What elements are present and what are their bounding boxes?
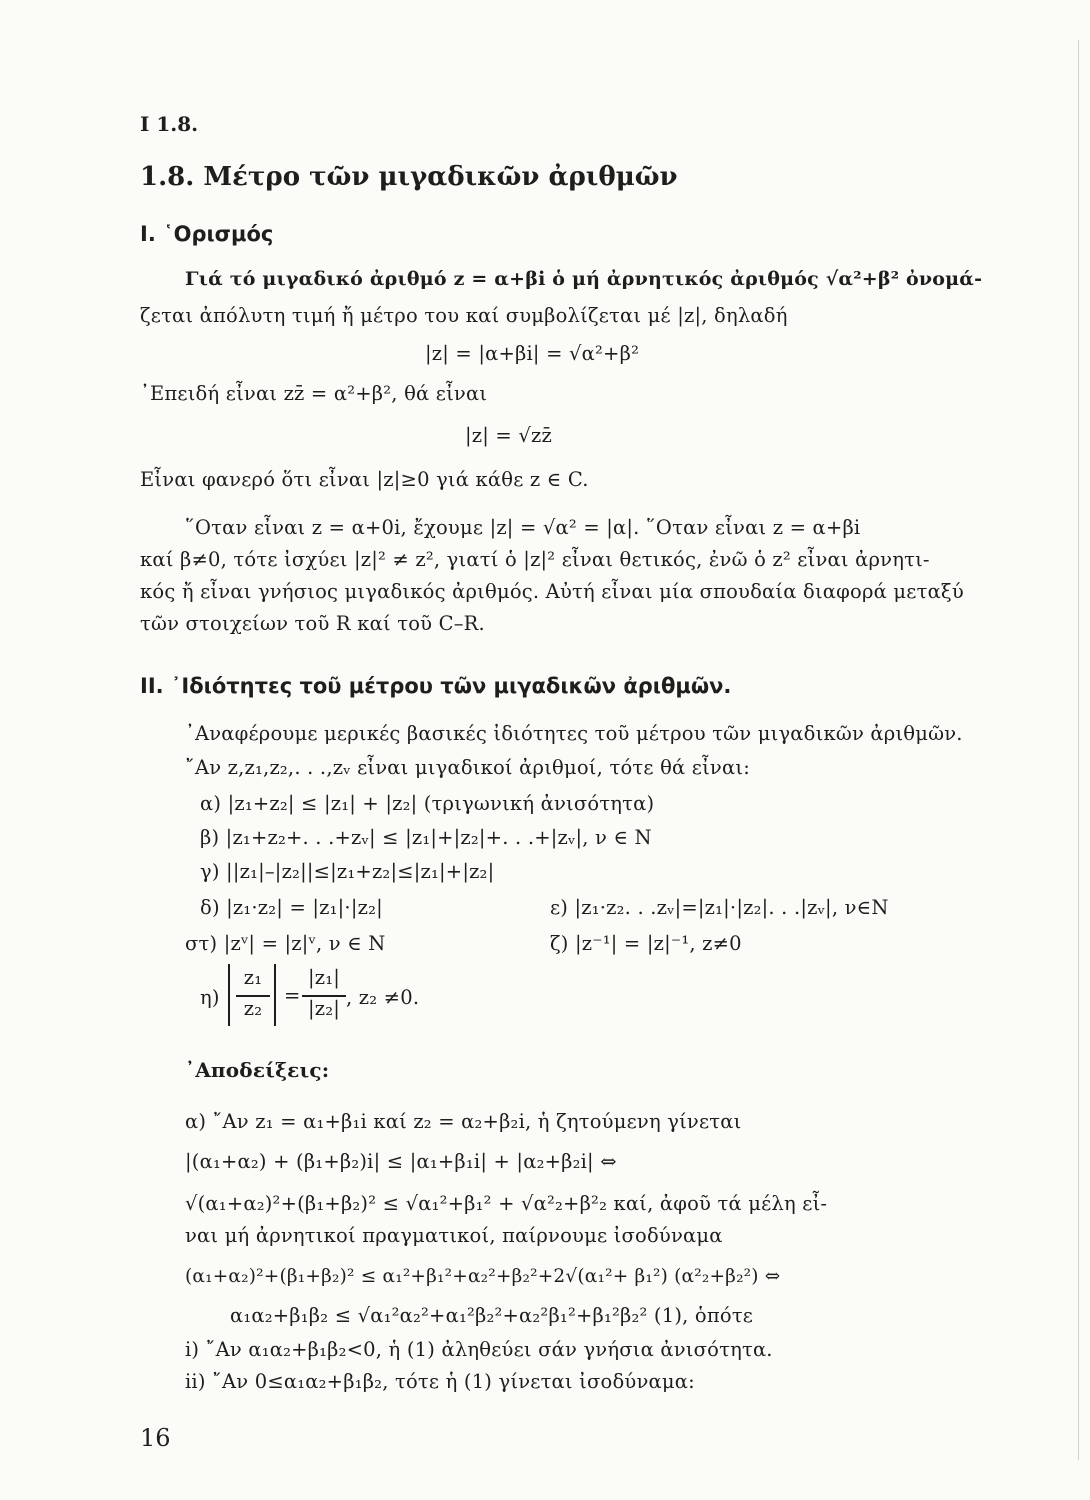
property-e: ε) |z₁·z₂. . .zᵥ|=|z₁|·|z₂|. . .|zᵥ|, ν∈N (550, 896, 889, 919)
equals-sign: = (284, 984, 301, 1007)
definition-heading: I. ῾Ορισμός (140, 222, 274, 246)
fraction-denominator: z₂ (243, 997, 263, 1020)
proof-line: (α₁+α₂)²+(β₁+β₂)² ≤ α₁²+β₁²+α₂²+β₂²+2√(α₁²+ β₁²) (α²₂+β₂²) ⇔ (185, 1266, 781, 1287)
properties-intro: ῎Αν z,z₁,z₂,. . .,zᵥ εἶναι μιγαδικοί ἀριθμοί, τότε θά εἶναι: (185, 756, 750, 779)
chapter-title: 1.8. Μέτρο τῶν μιγαδικῶν ἀριθμῶν (140, 162, 678, 192)
proof-line: √(α₁+α₂)²+(β₁+β₂)² ≤ √α₁²+β₁² + √α²₂+β²₂ καί, ἀφοῦ τά μέλη εἶ- (185, 1192, 828, 1215)
property-z: ζ) |z⁻¹| = |z|⁻¹, z≠0 (550, 932, 742, 955)
definition-line: Εἶναι φανερό ὅτι εἶναι |z|≥0 γιά κάθε z ∈ C. (140, 468, 589, 491)
formula-modulus: |z| = |α+βi| = √α²+β² (425, 342, 640, 365)
proof-line: i) ῎Αν α₁α₂+β₁β₂<0, ἡ (1) ἀληθεύει σάν γνήσια ἀνισότητα. (185, 1338, 773, 1361)
proof-line: α₁α₂+β₁β₂ ≤ √α₁²α₂²+α₁²β₂²+α₂²β₁²+β₁²β₂² (1), ὁπότε (230, 1304, 754, 1327)
definition-line: ῞Οταν εἶναι z = α+0i, ἔχουμε |z| = √α² = |α|. ῞Οταν εἶναι z = α+βi (185, 516, 861, 539)
fraction-numerator: z₁ (243, 966, 263, 989)
page-edge-line (1078, 40, 1079, 1460)
definition-line: τῶν στοιχείων τοῦ R καί τοῦ C–R. (140, 612, 485, 635)
abs-bar-left (228, 964, 230, 1026)
proof-line: ναι μή ἀρνητικοί πραγματικοί, παίρνουμε ἰσοδύναμα (185, 1224, 723, 1247)
section-reference: I 1.8. (140, 112, 199, 136)
properties-heading: II. ᾿Ιδιότητες τοῦ μέτρου τῶν μιγαδικῶν ἀριθμῶν. (140, 674, 732, 698)
abs-bar-right (274, 964, 276, 1026)
proof-line: |(α₁+α₂) + (β₁+β₂)i| ≤ |α₁+β₁i| + |α₂+β₂i| ⇔ (185, 1150, 617, 1173)
property-st: στ) |zᵛ| = |z|ᵛ, ν ∈ N (185, 932, 386, 955)
definition-line: καί β≠0, τότε ἰσχύει |z|² ≠ z², γιατί ὁ |z|² εἶναι θετικός, ἐνῶ ὁ z² εἶναι ἀρνητι- (140, 548, 930, 571)
properties-intro: ᾿Αναφέρουμε μερικές βασικές ἰδιότητες τοῦ μέτρου τῶν μιγαδικῶν ἀριθμῶν. (185, 722, 963, 745)
definition-line: κός ἤ εἶναι γνήσιος μιγαδικός ἀριθμός. Αὐτή εἶναι μία σπουδαία διαφορά μεταξύ (140, 580, 964, 603)
fraction-numerator: |z₁| (307, 966, 341, 989)
page-number: 16 (140, 1424, 171, 1452)
property-a: α) |z₁+z₂| ≤ |z₁| + |z₂| (τριγωνική ἀνισότητα) (200, 792, 655, 815)
formula-modulus-conjugate: |z| = √zz̄ (465, 424, 552, 447)
proof-line: α) ῎Αν z₁ = α₁+β₁i καί z₂ = α₂+β₂i, ἡ ζητούμενη γίνεται (185, 1110, 742, 1133)
definition-line: Γιά τό μιγαδικό ἀριθμό z = α+βi ὁ μή ἀρνητικός ἀριθμός √α²+β² ὀνομά- (185, 268, 983, 290)
property-h-label: η) (200, 986, 220, 1009)
proofs-heading: ᾿Αποδείξεις: (185, 1058, 330, 1082)
property-c: γ) ||z₁|–|z₂||≤|z₁+z₂|≤|z₁|+|z₂| (200, 860, 495, 883)
property-b: β) |z₁+z₂+. . .+zᵥ| ≤ |z₁|+|z₂|+. . .+|zᵥ|, ν ∈ N (200, 826, 652, 849)
property-d: δ) |z₁·z₂| = |z₁|·|z₂| (200, 896, 383, 919)
fraction-denominator: |z₂| (307, 997, 341, 1020)
definition-line: ζεται ἀπόλυτη τιμή ἤ μέτρο του καί συμβολίζεται μέ |z|, δηλαδή (140, 304, 788, 327)
definition-line: ᾿Επειδή εἶναι zz̄ = α²+β², θά εἶναι (140, 382, 488, 405)
proof-line: ii) ῎Αν 0≤α₁α₂+β₁β₂, τότε ἡ (1) γίνεται ἰσοδύναμα: (185, 1370, 695, 1393)
property-h-condition: , z₂ ≠0. (346, 986, 420, 1009)
